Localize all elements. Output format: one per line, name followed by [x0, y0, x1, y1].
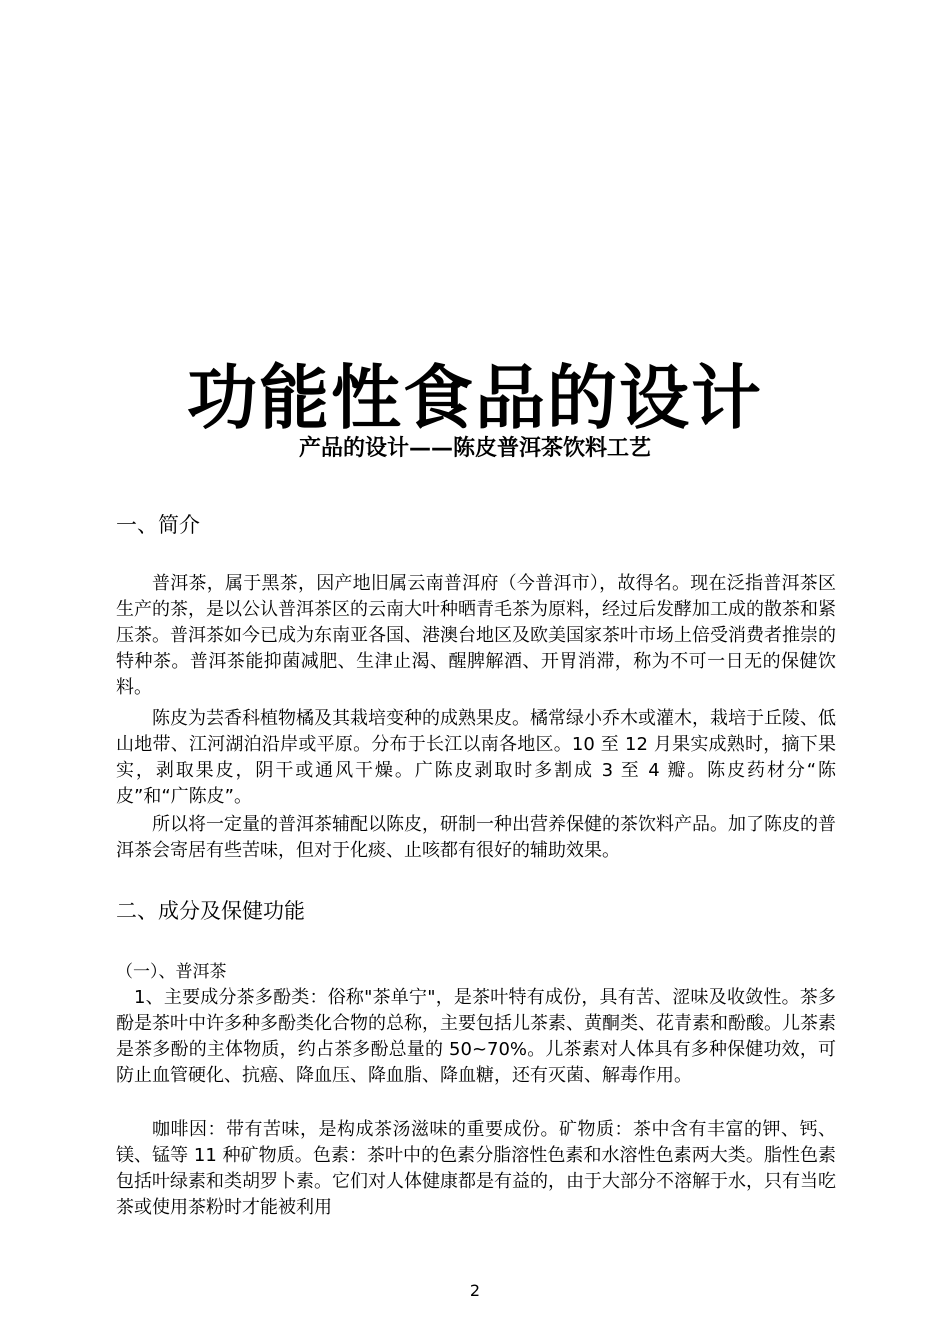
section-heading-ingredients: 二、成分及保健功能: [116, 899, 305, 923]
document-title: 功能性食品的设计: [187, 357, 763, 439]
intro-paragraph-puer: 普洱茶，属于黑茶，因产地旧属云南普洱府（今普洱市），故得名。现在泛指普洱茶区生产的茶，是以公认普洱茶区的云南大叶种晒青毛茶为原料，经过后发酵加工成的散茶和紧压茶。普洱茶如今已成为东南亚各国、港澳台地区及欧美国家茶叶市场上倍受消费者推崇的特种茶。普洱茶能抑菌减肥、生津止渴、醒脾解酒、开胃消滞，称为不可一日无的保健饮料。: [116, 573, 836, 698]
ingredients-paragraph-caffeine: 咖啡因：带有苦味，是构成茶汤滋味的重要成份。矿物质：茶中含有丰富的钾、钙、镁、锰等 11 种矿物质。色素：茶叶中的色素分脂溶性色素和水溶性色素两大类。脂性色素包括叶绿素和类胡罗卜素。它们对人体健康都是有益的，由于大部分不溶解于水，只有当吃茶或使用茶粉时才能被利用: [116, 1119, 836, 1218]
ingredients-paragraph-polyphenols: 1、主要成分茶多酚类：俗称"茶单宁"，是茶叶特有成份，具有苦、涩味及收敛性。茶多酚是茶叶中许多种多酚类化合物的总称，主要包括儿茶素、黄酮类、花青素和酚酸。儿茶素是茶多酚的主体物质，约占茶多酚总量的 50~70%。儿茶素对人体具有多种保健功效，可防止血管硬化、抗癌、降血压、降血脂、降血糖，还有灭菌、解毒作用。: [116, 987, 836, 1086]
intro-paragraph-purpose: 所以将一定量的普洱茶辅配以陈皮，研制一种出营养保健的茶饮料产品。加了陈皮的普洱茶会寄居有些苦味，但对于化痰、止咳都有很好的辅助效果。: [116, 814, 836, 861]
subsection-heading-puer: （一）、普洱茶: [116, 962, 227, 982]
intro-paragraph-chenpi: 陈皮为芸香科植物橘及其栽培变种的成熟果皮。橘常绿小乔木或灌木，栽培于丘陵、低山地带、江河湖泊沿岸或平原。分布于长江以南各地区。10 至 12 月果实成熟时，摘下果实，剥取果皮，阴干或通风干燥。广陈皮剥取时多割成 3 至 4 瓣。陈皮药材分“陈皮”和“广陈皮”。: [116, 708, 836, 807]
page-number: 2: [469, 1281, 481, 1300]
section-heading-intro: 一、简介: [116, 513, 200, 537]
document-subtitle: 产品的设计——陈皮普洱茶饮料工艺: [298, 436, 651, 461]
